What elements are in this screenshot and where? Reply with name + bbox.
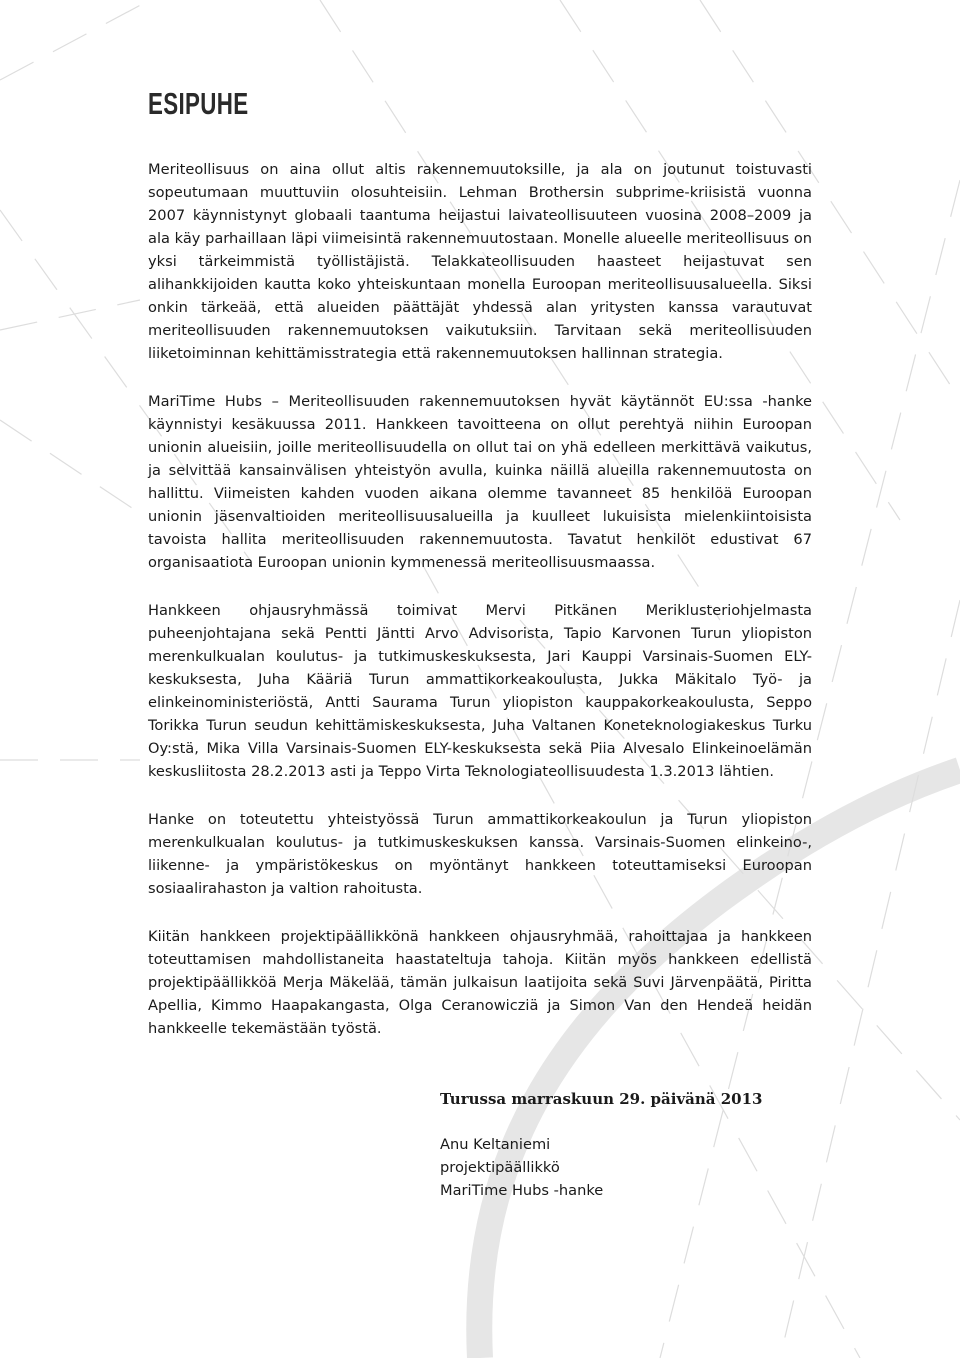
paragraph-3: Hankkeen ohjausryhmässä toimivat Mervi Pitkänen Meriklusteriohjelmasta puheenjohtajana sekä Pentti Jäntti Arvo Advisorista, Tapio Karvonen Turun yliopiston merenkulkualan koulutus- ja tutkimuskeskuksesta, Jari Kauppi Varsinais-Suomen ELY-keskuksesta, Juha Kääriä Turun ammattikorkeakoulusta, Jukka Mäkitalo Työ- ja elinkeinoministeriöstä, Antti Saurama Turun yliopiston kauppakorkeakoulusta, Seppo Torikka Turun seudun kehittämiskeskuksesta, Juha Valtanen Koneteknologiakeskus Turku Oy:stä, Mika Villa Varsinais-Suomen ELY-keskuksesta sekä Piia Alvesalo Elinkeinoelämän keskusliitosta 28.2.2013 asti ja Teppo Virta Teknologiateollisuudesta 1.3.2013 lähtien. (148, 602, 812, 780)
paragraph-5: Kiitän hankkeen projektipäällikkönä hankkeen ohjausryhmää, rahoittajaa ja hankkeen toteuttamisen mahdollistaneita haastateltuja tahoja. Kiitän myös hankkeen edellistä projektipäällikköä Merja Mäkelää, tämän julkaisun laatijoita sekä Suvi Järvenpäätä, Piritta Apellia, Kimmo Haapakangasta, Olga Ceranowicziä ja Simon Van den Hendeä heidän hankkeelle tekemästään työstä. (148, 928, 812, 1037)
paragraph-4: Hanke on toteutettu yhteistyössä Turun ammattikorkeakoulun ja Turun yliopiston merenkulkualan koulutus- ja tutkimuskeskuksen kanssa. Varsinais-Suomen elinkeino-, liikenne- ja ympäristökeskus on myöntänyt hankkeen toteuttamiseksi Euroopan sosiaalirahaston ja valtion rahoitusta. (148, 811, 812, 897)
paragraph-2: MariTime Hubs – Meriteollisuuden rakennemuutoksen hyvät käytännöt EU:ssa -hanke käynnistyi kesäkuussa 2011. Hankkeen tavoitteena on ollut perehtyä niihin Euroopan unionin alueisiin, joille meriteollisuudella on ollut tai on yhä edelleen merkittävä vaikutus, ja selvittää kansainvälisen yhteistyön avulla, kuinka näillä alueilla rakennemuutosta on hallittu. Viimeisten kahden vuoden aikana olemme tavanneet 85 henkilöä Euroopan unionin jäsenvaltioiden meriteollisuusalueilla ja kuulleet lukuisista mielenkiintoisista tavoista hallita meriteollisuuden rakennemuutosta. Tavatut henkilöt edustivat 67 organisaatiota Euroopan unionin kymmenessä meriteollisuusmaassa. (148, 393, 812, 571)
signature-name: Anu Keltaniemi (440, 1136, 551, 1153)
signature-title: projektipäällikkö (440, 1159, 560, 1176)
paragraph-1: Meriteollisuus on aina ollut altis rakennemuutoksille, ja ala on joutunut toistuvasti sopeutumaan muuttuviin olosuhteisiin. Lehman Brothersin subprime-kriisistä vuonna 2007 käynnistynyt globaali taantuma heijastui laivateollisuuteen vuosina 2008–2009 ja ala käy parhaillaan läpi viimeisintä rakennemuutostaan. Monelle alueelle meriteollisuus on yksi tärkeimmistä työllistäjistä. Telakkateollisuuden haasteet heijastuvat sen alihankkijoiden kautta koko yhteiskuntaan monella Euroopan meriteollisuusalueella. Siksi onkin tärkeää, että alueiden päättäjät yhdessä alan yritysten kanssa varautuvat meriteollisuuden rakennemuutoksen vaikutuksiin. Tarvitaan sekä meriteollisuuden liiketoiminnan kehittämisstrategia että rakennemuutoksen hallinnan strategia. (148, 161, 812, 362)
body-text (148, 158, 812, 1065)
page-title: ESIPUHE (148, 86, 249, 121)
signature-organization: MariTime Hubs -hanke (440, 1182, 604, 1199)
signature-block (440, 1088, 840, 1202)
signature-date-line: Turussa marraskuun 29. päivänä 2013 (440, 1090, 763, 1108)
